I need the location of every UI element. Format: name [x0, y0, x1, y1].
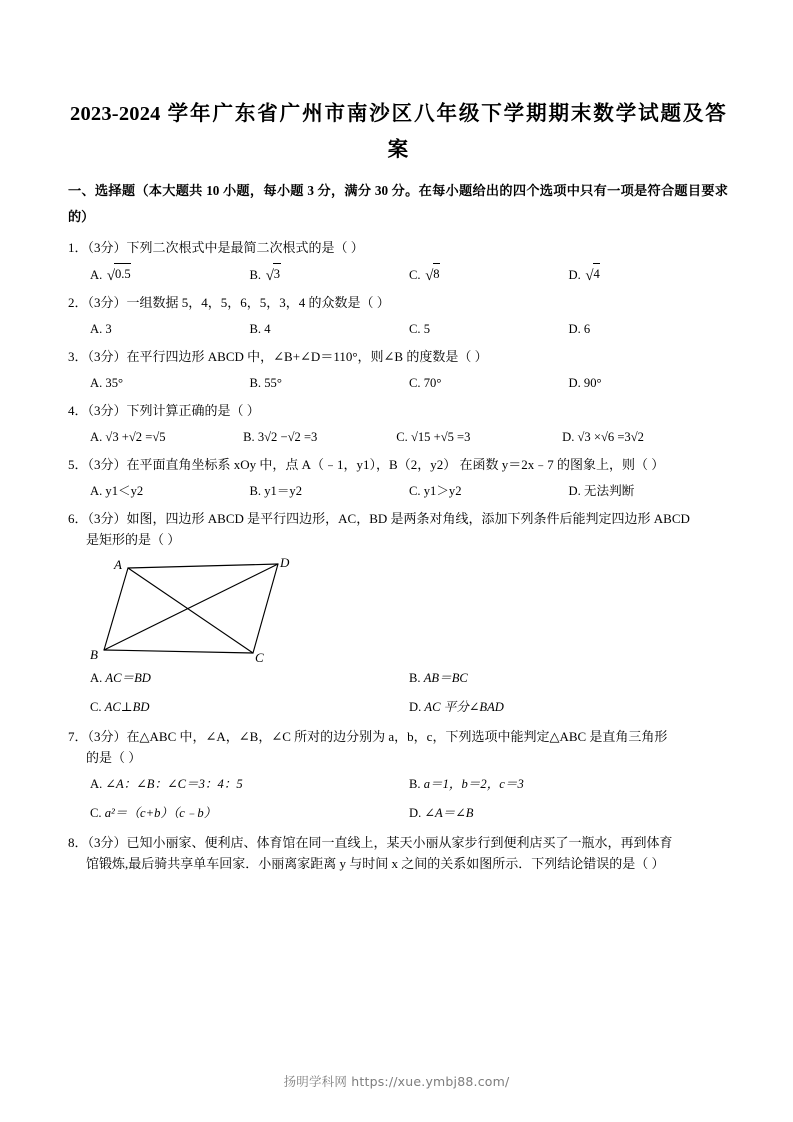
- page-title: [68, 96, 728, 168]
- question-1-stem: 1．（3分）下列二次根式中是最简二次根式的是（ ）: [68, 240, 364, 255]
- option-6-b-expr: AB＝BC: [423, 671, 468, 685]
- vertex-label-A: A: [114, 557, 122, 572]
- question-7-text-line-2: 的是（ ）: [86, 750, 142, 765]
- option-2-a[interactable]: [90, 319, 250, 339]
- option-1-c-radicand: 8: [433, 263, 441, 284]
- option-6-b-label: B.: [409, 671, 421, 685]
- option-5-b-expr: y1＝y2: [264, 484, 302, 498]
- option-3-b-label: B.: [249, 376, 262, 390]
- parallelogram-abcd-figure: [90, 555, 300, 665]
- option-6-a-expr: AC＝BD: [105, 671, 151, 685]
- question-2-number: 2: [68, 295, 75, 310]
- question-5-text: 在平面直角坐标系 xOy 中，点 A（﹣1，y1），B（2，y2） 在函数 y＝2x﹣7 的图象上，则（ ）: [126, 457, 665, 472]
- option-4-d-label: D.: [562, 430, 575, 444]
- option-1-a-label: A.: [90, 268, 103, 282]
- question-3-number: 3: [68, 349, 75, 364]
- question-1-text: 下列二次根式中是最简二次根式的是（ ）: [126, 240, 364, 255]
- option-3-c-label: C.: [409, 376, 421, 390]
- question-6: [68, 508, 728, 717]
- option-1-c[interactable]: [409, 264, 569, 285]
- question-8-text-line-2: 馆锻炼,最后骑共享单车回家．小丽离家距离 y 与时间 x 之间的关系如图所示．下列结论错误的是（ ）: [86, 856, 665, 871]
- question-2: [68, 292, 728, 339]
- question-4-options: [68, 427, 728, 447]
- option-6-c[interactable]: [90, 697, 409, 717]
- option-5-d-label: D.: [568, 484, 581, 498]
- question-7-text-line-1: 在△ABC 中，∠A，∠B，∠C 所对的边分别为 a，b，c，下列选项中能判定△ABC 是直角三角形: [126, 729, 668, 744]
- option-1-a-radicand: 0.5: [114, 263, 131, 284]
- question-8-stem: 8．（3分）已知小丽家、便利店、体育馆在同一直线上，某天小丽从家步行到便利店买了一瓶水，再到体育: [68, 835, 673, 850]
- option-2-d-text: 6: [583, 322, 591, 336]
- option-5-d-expr: 无法判断: [583, 484, 635, 498]
- question-5: [68, 454, 728, 501]
- option-4-d[interactable]: [562, 427, 728, 447]
- option-5-c-label: C.: [409, 484, 421, 498]
- question-2-options: [68, 319, 728, 339]
- question-8-number: 8: [68, 835, 75, 850]
- option-1-d[interactable]: [569, 264, 729, 285]
- title-line-1: 2023-2024 学年广东省广州市南沙区八年级下学期期末数学试题及答: [70, 103, 726, 125]
- question-5-options: [68, 481, 728, 501]
- option-2-c[interactable]: [409, 319, 569, 339]
- option-6-a[interactable]: [90, 668, 409, 688]
- option-2-a-text: 3: [105, 322, 112, 336]
- option-5-b-label: B.: [249, 484, 262, 498]
- option-4-b-expr: 3√2 −√2 =3: [257, 430, 318, 444]
- option-4-c-label: C.: [396, 430, 408, 444]
- option-7-b[interactable]: [409, 774, 728, 794]
- question-6-number: 6: [68, 511, 75, 526]
- option-6-a-label: A.: [90, 671, 103, 685]
- diagonal-BD: [104, 564, 278, 650]
- option-2-b-text: 4: [264, 322, 271, 336]
- question-1: [68, 237, 728, 285]
- question-8-text-line-1: 已知小丽家、便利店、体育馆在同一直线上，某天小丽从家步行到便利店买了一瓶水，再到体育: [126, 835, 673, 850]
- question-8: [68, 832, 728, 874]
- document-content: [68, 96, 728, 874]
- question-1-options: [68, 264, 728, 285]
- question-6-options: [68, 668, 728, 717]
- option-2-d[interactable]: [569, 319, 729, 339]
- question-4-number: 4: [68, 403, 75, 418]
- diagonal-AC: [128, 568, 253, 653]
- option-5-c[interactable]: [409, 481, 569, 501]
- option-6-d[interactable]: [409, 697, 728, 717]
- option-6-c-label: C.: [90, 700, 102, 714]
- question-6-text-line-1: 如图，四边形 ABCD 是平行四边形，AC，BD 是两条对角线，添加下列条件后能判定四边形 ABCD: [126, 511, 690, 526]
- option-3-d[interactable]: [569, 373, 729, 393]
- option-4-a[interactable]: [90, 427, 243, 447]
- option-2-d-label: D.: [568, 322, 581, 336]
- title-line-2: 案: [387, 139, 409, 161]
- question-4: [68, 400, 728, 447]
- option-6-d-label: D.: [409, 700, 422, 714]
- option-5-a-expr: y1＜y2: [105, 484, 144, 498]
- option-4-c-expr: √15 +√5 =3: [410, 430, 471, 444]
- option-3-a[interactable]: [90, 373, 250, 393]
- question-2-text: 一组数据 5，4，5，6，5，3，4 的众数是（ ）: [126, 295, 390, 310]
- option-4-d-expr: √3 ×√6 =3√2: [577, 430, 644, 444]
- question-3-options: [68, 373, 728, 393]
- question-6-marks: （3分）: [87, 511, 127, 526]
- question-6-options-row-1: [90, 668, 728, 688]
- side-DC: [253, 564, 278, 653]
- question-6-stem: 6．（3分）如图，四边形 ABCD 是平行四边形，AC，BD 是两条对角线，添加下列条件后能判定四边形 ABCD: [68, 511, 690, 526]
- option-7-a[interactable]: [90, 774, 409, 794]
- question-4-marks: （3分）: [87, 403, 127, 418]
- question-3-marks: （3分）: [87, 349, 127, 364]
- option-5-c-expr: y1＞y2: [423, 484, 462, 498]
- option-3-c-text: 70°: [423, 376, 442, 390]
- sqrt-icon: √3: [264, 264, 281, 285]
- sqrt-icon: √0.5: [105, 264, 131, 285]
- question-2-stem: 2．（3分）一组数据 5，4，5，6，5，3，4 的众数是（ ）: [68, 295, 390, 310]
- question-7: [68, 726, 728, 823]
- option-3-a-text: 35°: [105, 376, 124, 390]
- question-1-number: 1: [68, 240, 75, 255]
- question-5-marks: （3分）: [87, 457, 127, 472]
- section-heading-choice: 一、选择题（本大题共 10 小题，每小题 3 分，满分 30 分。在每小题给出的四个选项中只有一项是符合题目要求的）: [68, 183, 728, 224]
- option-3-b-text: 55°: [264, 376, 282, 390]
- question-2-marks: （3分）: [87, 295, 127, 310]
- option-5-a[interactable]: [90, 481, 250, 501]
- vertex-label-B: B: [90, 647, 98, 662]
- question-6-options-row-2: [90, 697, 728, 717]
- question-4-text: 下列计算正确的是（ ）: [126, 403, 260, 418]
- vertex-label-C: C: [255, 650, 264, 665]
- option-1-a[interactable]: [90, 264, 250, 285]
- option-6-d-expr: AC 平分∠BAD: [424, 700, 504, 714]
- vertex-label-D: D: [280, 555, 290, 570]
- question-6-text-line-2: 是矩形的是（ ）: [86, 532, 181, 547]
- option-2-b-label: B.: [249, 322, 262, 336]
- side-CB: [104, 650, 253, 653]
- option-3-d-label: D.: [568, 376, 581, 390]
- option-5-a-label: A.: [90, 484, 103, 498]
- option-1-b-label: B.: [249, 268, 262, 282]
- option-7-b-expr: a＝1，b＝2，c＝3: [423, 777, 524, 791]
- question-5-number: 5: [68, 457, 75, 472]
- option-4-a-expr: √3 +√2 =√5: [105, 430, 166, 444]
- question-7-number: 7: [68, 729, 75, 744]
- question-7-options-row-1: [90, 774, 728, 794]
- option-4-c[interactable]: [396, 427, 562, 447]
- option-4-a-label: A.: [90, 430, 103, 444]
- option-4-b-label: B.: [243, 430, 255, 444]
- option-3-d-text: 90°: [583, 376, 602, 390]
- question-3: [68, 346, 728, 393]
- option-7-b-label: B.: [409, 777, 421, 791]
- question-7-stem: 7．（3分）在△ABC 中，∠A，∠B，∠C 所对的边分别为 a，b，c，下列选项中能判定△ABC 是直角三角形: [68, 729, 668, 744]
- option-7-a-label: A.: [90, 777, 103, 791]
- option-1-c-label: C.: [409, 268, 421, 282]
- side-BA: [104, 568, 128, 650]
- option-6-c-expr: AC⊥BD: [104, 700, 150, 714]
- side-AD: [128, 564, 278, 568]
- sqrt-icon: √8: [424, 264, 441, 285]
- option-7-a-expr: ∠A：∠B：∠C＝3：4：5: [105, 777, 243, 791]
- option-2-b[interactable]: [250, 319, 410, 339]
- question-4-stem: 4．（3分）下列计算正确的是（ ）: [68, 403, 260, 418]
- option-1-d-radicand: 4: [593, 263, 601, 284]
- option-2-c-text: 5: [423, 322, 431, 336]
- question-6-figure-wrap: [68, 555, 728, 665]
- option-4-b[interactable]: [243, 427, 396, 447]
- option-7-d-label: D.: [409, 806, 422, 820]
- option-3-b[interactable]: [250, 373, 410, 393]
- option-2-a-label: A.: [90, 322, 103, 336]
- question-1-marks: （3分）: [87, 240, 127, 255]
- option-7-c-expr: a²＝（c+b）（c﹣b）: [104, 806, 217, 820]
- sqrt-icon: √4: [584, 264, 601, 285]
- option-1-b[interactable]: [250, 264, 410, 285]
- option-1-b-radicand: 3: [273, 263, 281, 284]
- option-3-a-label: A.: [90, 376, 103, 390]
- question-3-text: 在平行四边形 ABCD 中，∠B+∠D＝110°，则∠B 的度数是（ ）: [126, 349, 488, 364]
- question-7-options-row-2: [90, 803, 728, 823]
- question-5-stem: 5．（3分）在平面直角坐标系 xOy 中，点 A（﹣1，y1），B（2，y2） 在函数 y＝2x﹣7 的图象上，则（ ）: [68, 457, 665, 472]
- footer-watermark: 扬明学科网 https://xue.ymbj88.com/: [283, 1074, 510, 1089]
- option-6-b[interactable]: [409, 668, 728, 688]
- option-1-d-label: D.: [568, 268, 581, 282]
- option-7-c[interactable]: [90, 803, 409, 823]
- option-3-c[interactable]: [409, 373, 569, 393]
- option-5-d[interactable]: [569, 481, 729, 501]
- option-7-d-expr: ∠A＝∠B: [424, 806, 474, 820]
- option-2-c-label: C.: [409, 322, 421, 336]
- question-7-marks: （3分）: [87, 729, 127, 744]
- question-3-stem: 3．（3分）在平行四边形 ABCD 中，∠B+∠D＝110°，则∠B 的度数是（ ）: [68, 349, 488, 364]
- option-7-d[interactable]: [409, 803, 728, 823]
- question-8-marks: （3分）: [87, 835, 127, 850]
- question-7-options: [68, 774, 728, 823]
- option-5-b[interactable]: [250, 481, 410, 501]
- option-7-c-label: C.: [90, 806, 102, 820]
